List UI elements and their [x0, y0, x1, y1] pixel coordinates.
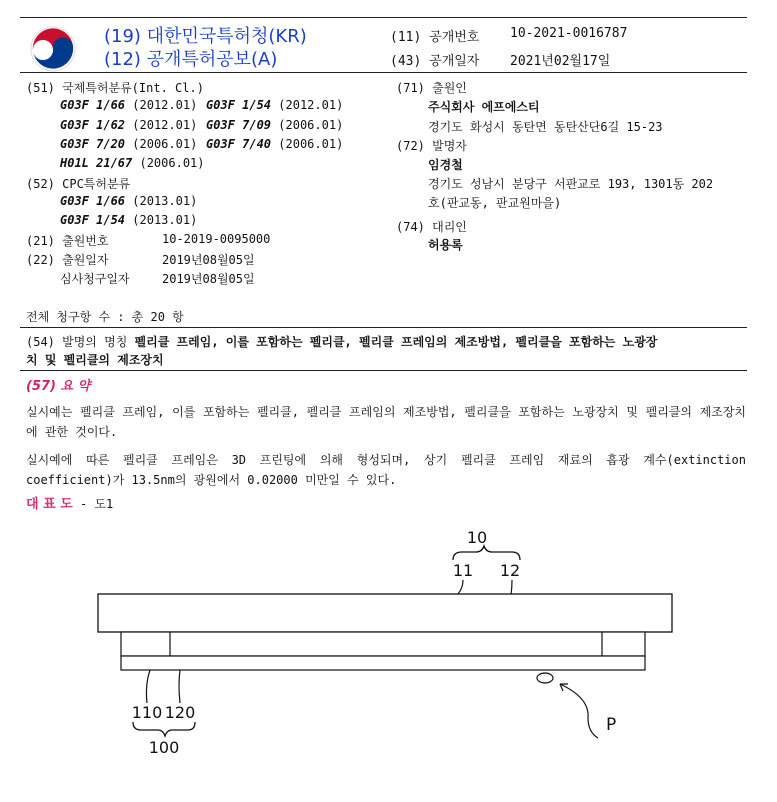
abstract-paragraph-2: 실시예에 따른 펠리클 프레임은 3D 프린팅에 의해 형성되며, 상기 펠리클 프레임 재료의 흡광 계수(extinction coefficient)가 13.5nm의 광원에서 0.02000 미만일 수 있다. — [26, 453, 746, 487]
inventor-name: 임경철 — [428, 158, 463, 172]
applicant-name: 주식회사 에프에스티 — [428, 100, 540, 114]
applicant-address: 경기도 화성시 동탄면 동탄산단6길 15-23 — [428, 120, 663, 134]
frame-lower — [121, 656, 645, 670]
abstract-rule — [20, 370, 747, 371]
agent-name: 허용록 — [428, 238, 463, 252]
ipc-row — [60, 118, 197, 132]
claims-count: 전체 청구항 수 : 총 20 항 — [26, 310, 184, 324]
label-11: 11 — [452, 561, 474, 580]
ipc-row — [206, 98, 343, 112]
ipc-code: G03F 7/20 — [60, 137, 126, 151]
rep-figure-value: - 도1 — [79, 497, 114, 511]
brace-100 — [133, 722, 195, 736]
leader-110 — [146, 670, 150, 703]
label-10: 10 — [466, 528, 488, 547]
ipc-year: (2012.01) — [278, 98, 344, 112]
top-rule — [20, 17, 747, 18]
ipc-year: (2006.01) — [278, 137, 344, 151]
title-label: (54) 발명의 명칭 — [26, 335, 128, 349]
office-line: (19) 대한민국특허청(KR) — [104, 26, 307, 47]
ipc-code: G03F 7/40 — [206, 137, 272, 151]
ipc-code: G03F 1/54 — [206, 98, 272, 112]
title-text-line1: 펠리클 프레임, 이를 포함하는 펠리클, 펠리클 프레임의 제조방법, 펠리클을 포함하는 노광장 — [134, 335, 658, 349]
ipc-year: (2006.01) — [132, 137, 198, 151]
ipc-year: (2006.01) — [139, 156, 205, 170]
ipc-row — [60, 137, 197, 151]
particle — [537, 673, 553, 683]
pub-type-line: (12) 공개특허공보(A) — [104, 49, 278, 70]
label-100: 100 — [148, 738, 180, 757]
ipc-row — [206, 118, 343, 132]
cpc-year: (2013.01) — [132, 194, 198, 208]
pellicle-figure — [0, 520, 777, 800]
title-rule — [20, 327, 747, 328]
inventor-address-line2: 호(판교동, 판교원마을) — [428, 196, 562, 210]
cpc-code: G03F 1/66 — [60, 194, 126, 208]
app-date: 2019년08월05일 — [162, 253, 255, 267]
abstract-label: (57) 요 약 — [26, 379, 91, 394]
ipc-code: G03F 7/09 — [206, 118, 272, 132]
ipc-code: G03F 1/62 — [60, 118, 126, 132]
ipc-label: (51) 국제특허분류(Int. Cl.) — [26, 81, 204, 95]
app-no: 10-2019-0095000 — [162, 232, 271, 246]
ipc-row — [60, 98, 197, 112]
exam-date-label: 심사청구일자 — [60, 272, 130, 286]
rep-figure-label: 대 표 도 — [26, 497, 73, 512]
ipc-row — [60, 156, 205, 170]
membrane-layer — [98, 594, 672, 632]
agent-label: (74) 대리인 — [396, 220, 467, 234]
cpc-row — [60, 213, 197, 227]
cpc-row — [60, 194, 197, 208]
inventor-address-line1: 경기도 성남시 분당구 서판교로 193, 1301동 202 — [428, 177, 714, 191]
label-110: 110 — [131, 703, 163, 722]
label-12: 12 — [499, 561, 521, 580]
kipo-logo-icon — [28, 24, 78, 74]
cpc-code: G03F 1/54 — [60, 213, 126, 227]
ipc-year: (2012.01) — [132, 98, 198, 112]
cpc-label: (52) CPC특허분류 — [26, 177, 131, 191]
pub-number-label: (11) 공개번호 — [390, 30, 480, 45]
header-rule — [20, 72, 747, 73]
app-date-label: (22) 출원일자 — [26, 253, 109, 267]
frame-upper — [121, 632, 645, 656]
label-p: P — [606, 715, 617, 735]
invention-title — [26, 333, 657, 350]
label-120: 120 — [164, 703, 196, 722]
leader-p — [560, 684, 598, 738]
leader-120 — [179, 670, 180, 703]
ipc-row — [206, 137, 343, 151]
pub-number: 10-2021-0016787 — [510, 26, 628, 41]
ipc-year: (2006.01) — [278, 118, 344, 132]
applicant-label: (71) 출원인 — [396, 81, 467, 95]
ipc-code: H01L 21/67 — [60, 156, 133, 170]
exam-date: 2019년08월05일 — [162, 272, 255, 286]
brace-10 — [453, 546, 520, 560]
pub-date: 2021년02월17일 — [510, 54, 611, 69]
abstract-paragraph-1: 실시예는 펠리클 프레임, 이를 포함하는 펠리클, 펠리클 프레임의 제조방법, 펠리클을 포함하는 노광장치 및 펠리클의 제조장치에 관한 것이다. — [26, 405, 746, 439]
pub-date-label: (43) 공개일자 — [390, 54, 480, 69]
ipc-code: G03F 1/66 — [60, 98, 126, 112]
leader-11 — [458, 580, 463, 594]
inventor-label: (72) 발명자 — [396, 139, 467, 153]
ipc-year: (2012.01) — [132, 118, 198, 132]
cpc-year: (2013.01) — [132, 213, 198, 227]
app-no-label: (21) 출원번호 — [26, 234, 109, 248]
title-text-line2: 치 및 펠리클의 제조장치 — [26, 353, 164, 367]
representative-figure — [26, 493, 113, 512]
